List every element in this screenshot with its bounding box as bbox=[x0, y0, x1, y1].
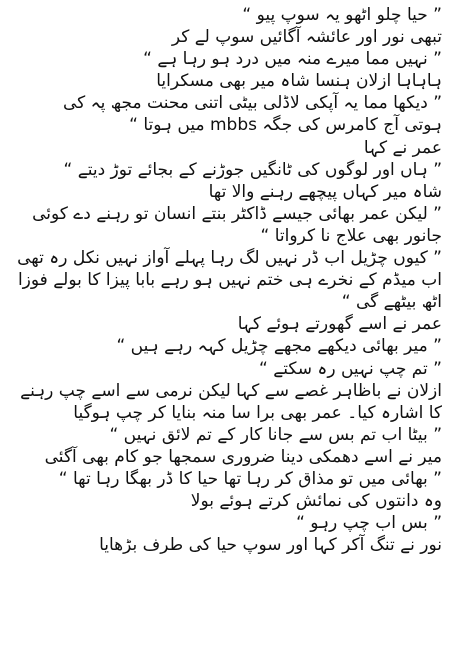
text-line: عمر نے کہا bbox=[363, 137, 442, 158]
text-line: اٹھ بیٹھے گی “ bbox=[341, 292, 442, 313]
text-line: ” بھائی میں تو مذاق کر رہا تھا حیا کا ڈر بھگا رہا تھا “ bbox=[58, 468, 442, 489]
text-line: وہ دانتوں کی نمائش کرتے ہوئے بولا bbox=[190, 491, 442, 512]
text-line: ” کیوں چڑیل اب ڈر نہیں لگ رہا پہلے آواز نہیں نکل رہ تھی bbox=[17, 248, 442, 269]
text-line: نور نے تنگ آکر کہا اور سوپ حیا کی طرف بڑھایا bbox=[99, 535, 442, 556]
text-line: ” لیکن عمر بھائی جیسے ڈاکٹر بنتے انسان تو رہنے دے کوئی bbox=[32, 203, 442, 224]
text-line: ” نہیں مما میرے منہ میں درد ہو رہا ہے “ bbox=[143, 49, 442, 70]
text-line: جانور بھی علاج نا کرواتا “ bbox=[260, 225, 442, 246]
text-line: تبھی نور اور عائشہ آگائیں سوپ لے کر bbox=[171, 27, 442, 48]
text-line: کا اشارہ کیا۔ عمر بھی برا سا منہ بنایا کر چپ ہوگیا bbox=[73, 402, 442, 423]
text-line: عمر نے اسے گھورتے ہوئے کہا bbox=[237, 314, 442, 335]
text-line: ” بس اب چپ رہو “ bbox=[296, 513, 442, 534]
text-line: میر نے اسے دھمکی دینا ضروری سمجھا جو کام بھی آگئی bbox=[44, 446, 442, 467]
text-line: شاہ میر کہاں پیچھے رہنے والا تھا bbox=[208, 181, 442, 202]
text-line: ازلان نے باظاہر غصے سے کہا لیکن نرمی سے اسے چپ رہنے bbox=[20, 380, 442, 401]
text-line: ” ہاں اور لوگوں کی ٹانگیں جوڑنے کے بجائے توڑ دیتے “ bbox=[63, 159, 442, 180]
text-line: ” بیٹا اب تم بس سے جانا کار کے تم لائق نہیں “ bbox=[109, 424, 442, 445]
text-line: ” دیکھا مما یہ آپکی لاڈلی بیٹی اتنی محنت مجھ پہ کی bbox=[63, 93, 442, 114]
text-line: اب میڈم کے نخرے ہی ختم نہیں ہو رہے بابا پیزا کا بولے فوزا bbox=[17, 270, 442, 291]
text-line: ” تم چپ نہیں رہ سکتے “ bbox=[259, 358, 442, 379]
text-line: ” حیا چلو اٹھو یہ سوپ پیو “ bbox=[242, 5, 442, 25]
text-line: ” میر بھائی دیکھے مجھے چڑیل کہہ رہے ہیں “ bbox=[116, 336, 442, 357]
text-line: ہوتی آج کامرس کی جگہ mbbs میں ہوتا “ bbox=[129, 115, 442, 136]
text-line: ہاہاہا ازلان ہنسا شاہ میر بھی مسکرایا bbox=[156, 71, 442, 92]
